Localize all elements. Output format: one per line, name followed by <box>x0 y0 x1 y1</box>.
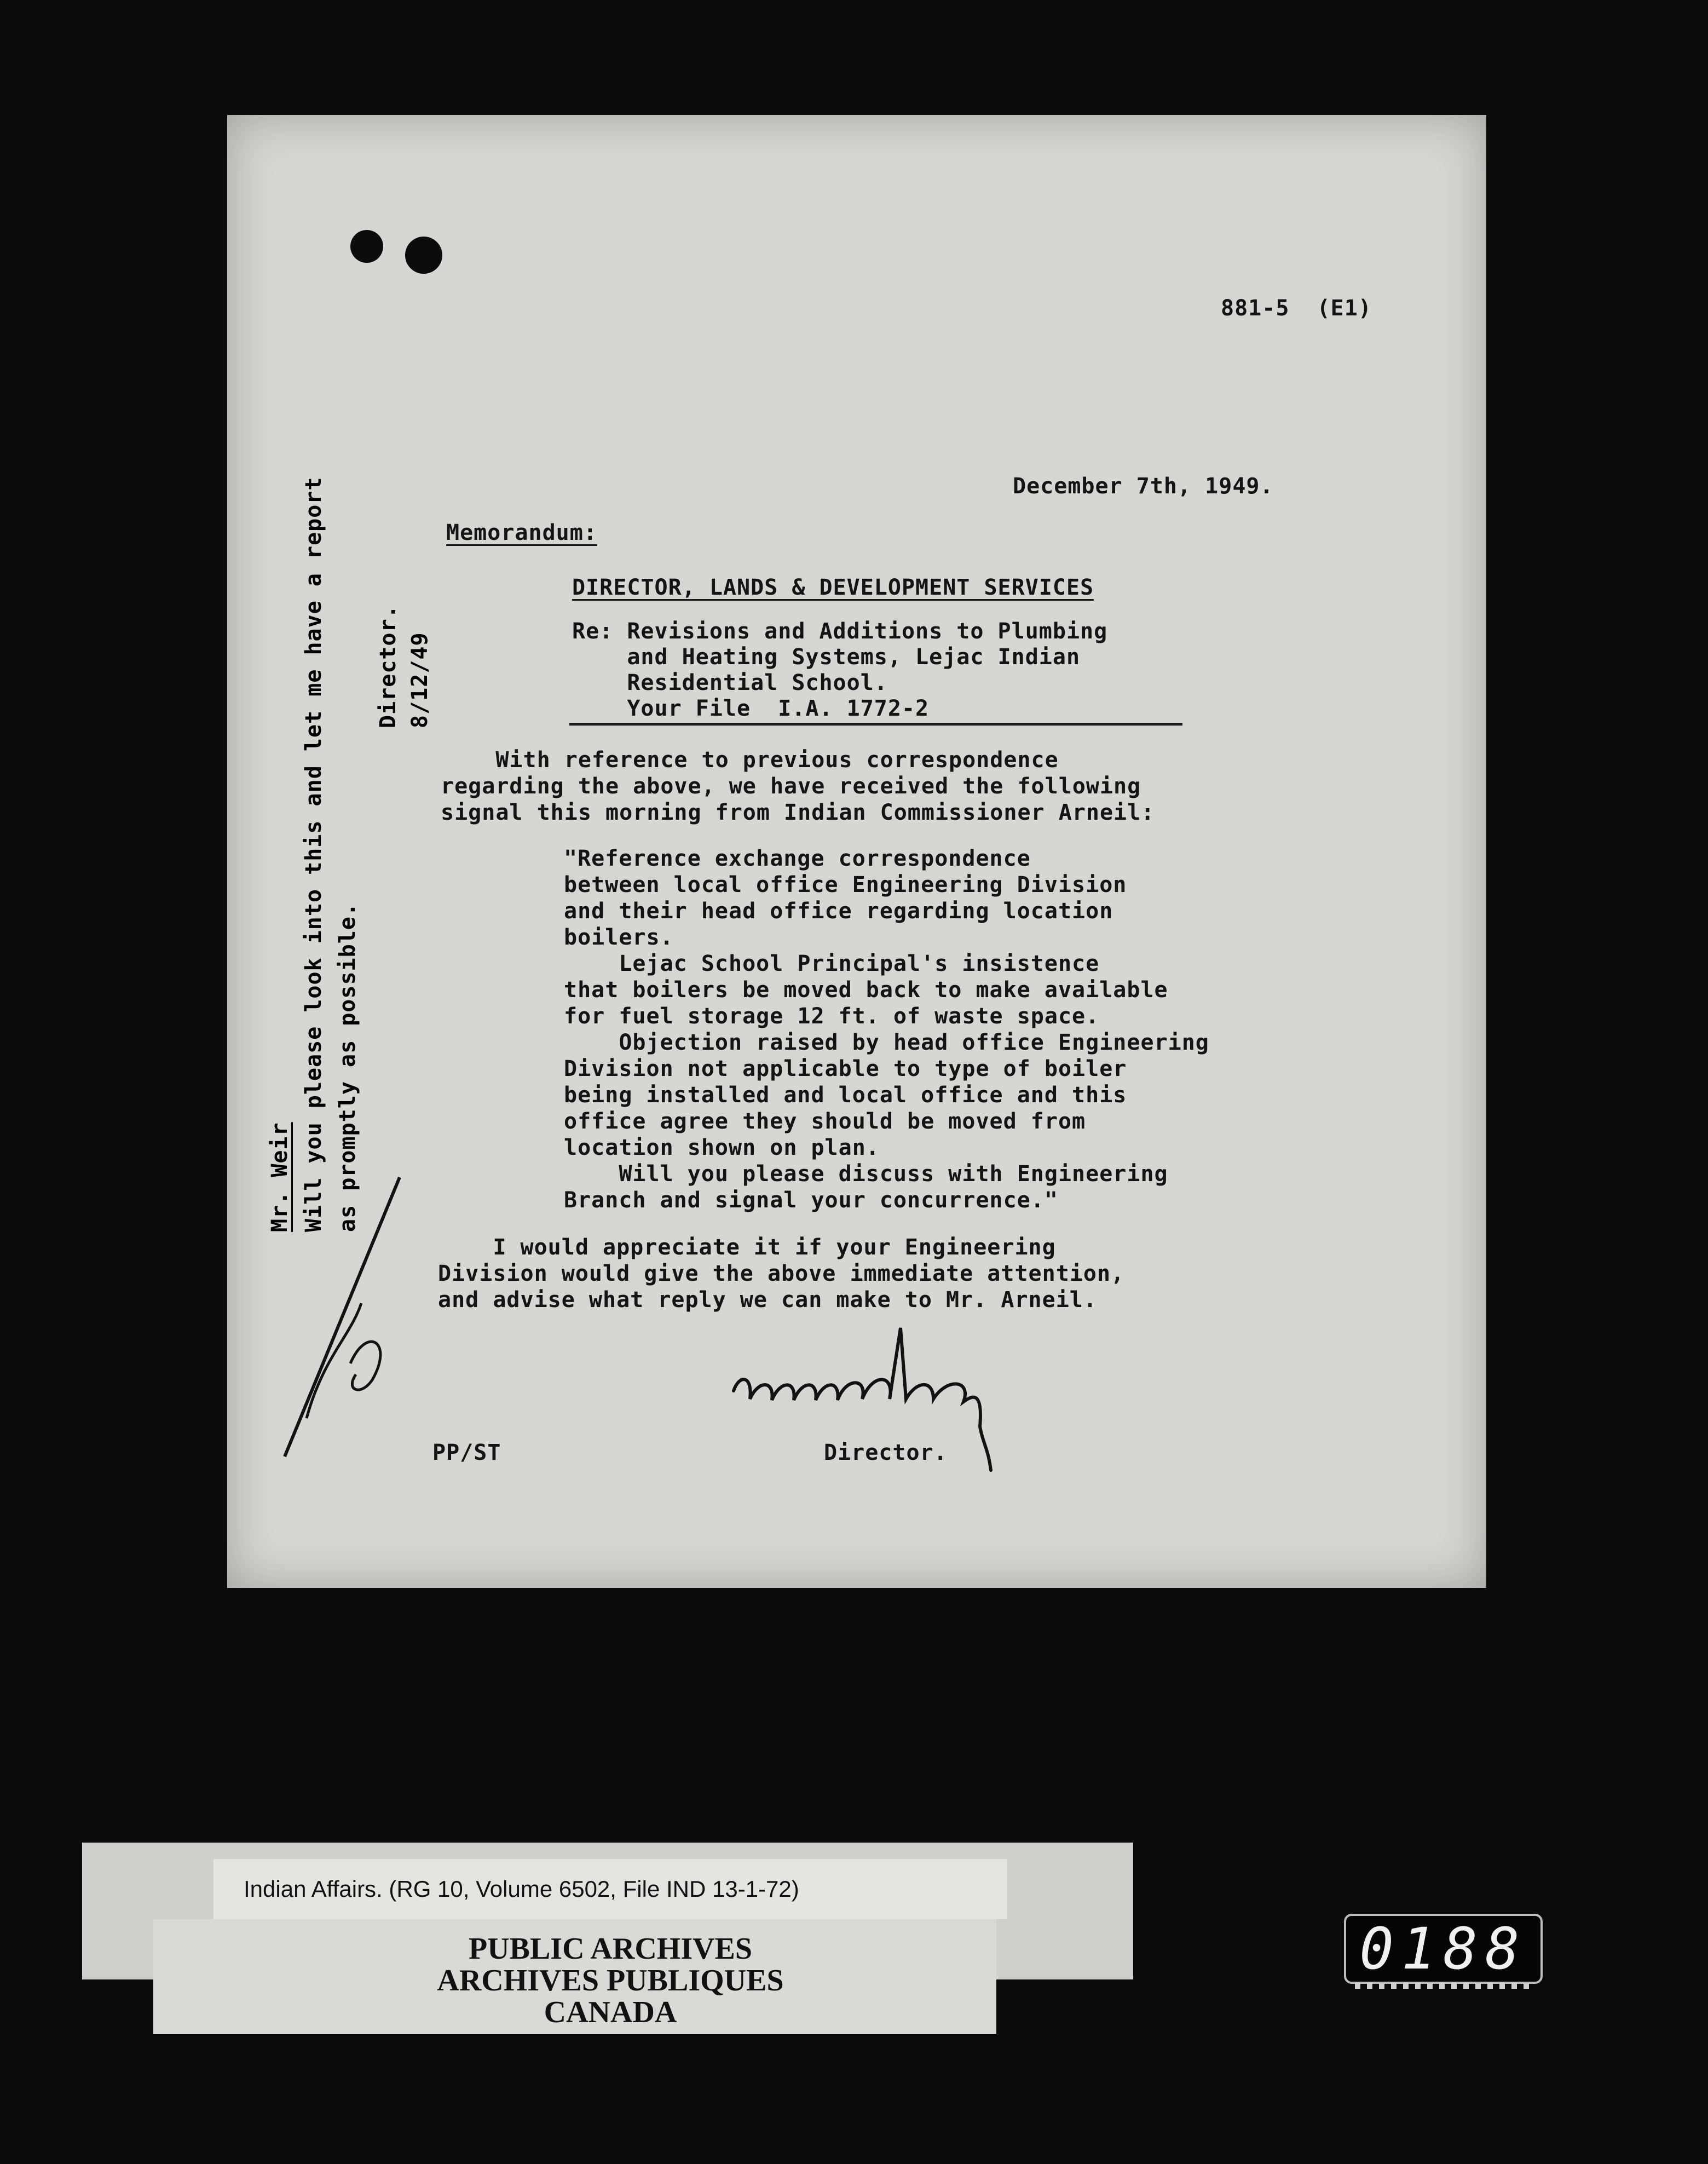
margin-note-signoff-date: 8/12/49 <box>407 632 432 728</box>
quote-line: and their head office regarding location <box>564 899 1113 924</box>
quote-line: between local office Engineering Division <box>564 872 1127 897</box>
memo-initials: PP/ST <box>432 1440 501 1465</box>
archive-line: PUBLIC ARCHIVES <box>468 1932 753 1966</box>
quote-line: that boilers be moved back to make available <box>564 977 1168 1003</box>
punch-hole <box>350 230 383 263</box>
archive-line: ARCHIVES PUBLIQUES <box>437 1964 784 1998</box>
re-line: Re: Revisions and Additions to Plumbing <box>572 619 1108 644</box>
quote-line: "Reference exchange correspondence <box>564 846 1031 871</box>
quote-line: Objection raised by head office Engineering <box>564 1030 1209 1055</box>
quote-line: Division not applicable to type of boiler <box>564 1056 1127 1081</box>
margin-note <box>263 476 365 1232</box>
intro-line: regarding the above, we have received the following <box>441 774 1141 799</box>
archive-stamp <box>214 1933 1007 2028</box>
file-reference: 881-5 (E1) <box>1221 296 1372 321</box>
memo-addressee: DIRECTOR, LANDS & DEVELOPMENT SERVICES <box>572 575 1094 600</box>
margin-note-signoff-title: Director. <box>376 605 401 728</box>
frame-counter-ticks <box>1355 1983 1530 1989</box>
quote-line: for fuel storage 12 ft. of waste space. <box>564 1004 1100 1029</box>
re-line: Residential School. <box>572 670 888 695</box>
margin-note-signoff <box>372 605 436 728</box>
quote-line: office agree they should be moved from <box>564 1109 1086 1134</box>
margin-note-line: Will you please look into this and let me have a report <box>301 476 326 1232</box>
quote-line: Branch and signal your concurrence." <box>564 1188 1058 1213</box>
archive-line: CANADA <box>544 1995 677 2029</box>
closing-line: and advise what reply we can make to Mr. Arneil. <box>438 1287 1097 1313</box>
closing-line: Division would give the above immediate attention, <box>438 1261 1125 1286</box>
margin-note-recipient: Mr. Weir <box>267 1122 292 1232</box>
intro-line: signal this morning from Indian Commissioner Arneil: <box>441 800 1155 825</box>
memo-date: December 7th, 1949. <box>1013 474 1274 499</box>
margin-initials-mark <box>274 1161 657 1467</box>
re-line: Your File I.A. 1772-2 <box>572 696 930 721</box>
signature-title: Director. <box>824 1440 948 1465</box>
closing-line: I would appreciate it if your Engineering <box>438 1235 1056 1260</box>
quote-line: being installed and local office and this <box>564 1083 1127 1108</box>
memo-heading: Memorandum: <box>446 520 597 545</box>
re-underline <box>569 723 1182 726</box>
quote-line: Will you please discuss with Engineering <box>564 1161 1168 1187</box>
quote-line: Lejac School Principal's insistence <box>564 951 1100 976</box>
archive-reference: Indian Affairs. (RG 10, Volume 6502, File IND 13-1-72) <box>214 1859 1007 1919</box>
intro-line: With reference to previous correspondence <box>441 747 1059 773</box>
quote-line: location shown on plan. <box>564 1135 880 1160</box>
margin-note-line: as promptly as possible. <box>335 902 360 1232</box>
frame-counter: 0188 <box>1344 1914 1543 1984</box>
punch-hole <box>405 237 442 274</box>
quote-line: boilers. <box>564 925 674 950</box>
re-line: and Heating Systems, Lejac Indian <box>572 644 1081 670</box>
